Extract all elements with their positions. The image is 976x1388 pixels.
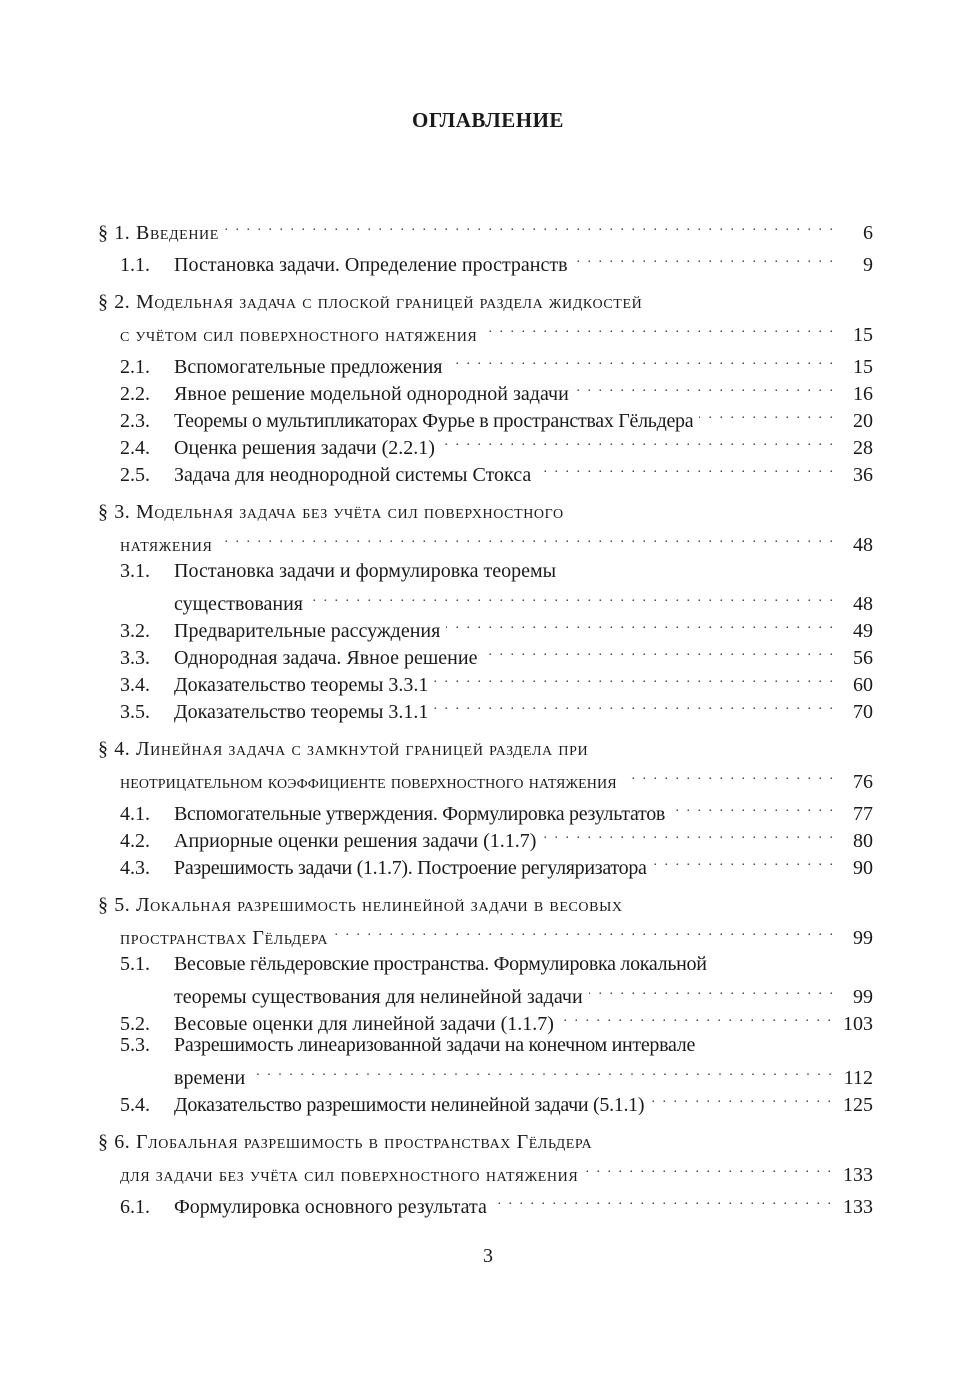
page-number: 90 [853,857,873,879]
toc-section-6-cont[interactable] [120,1157,873,1186]
toc-subsection-5-2[interactable] [120,1006,873,1035]
section-heading: § 1. Введение [98,222,219,244]
section-heading-continued: пространствах Гёльдера [120,927,329,949]
page-number: 20 [853,410,873,432]
toc-section-2-cont[interactable] [120,317,873,346]
page-number: 15 [853,324,873,346]
toc-section-6[interactable] [98,1130,873,1154]
dot-leader [446,613,835,637]
subsection-title: Теоремы о мультипликаторах Фурье в пространствах Гёльдера [174,410,694,432]
toc-subsection-4-2[interactable] [120,823,873,852]
subsection-title: Оценка решения задачи (2.2.1) [174,437,435,459]
dot-leader [589,979,835,1003]
subsection-title: Постановка задачи. Определение пространств [174,254,568,276]
toc-section-5-cont[interactable] [120,920,873,949]
subsection-number: 5.2. [120,1013,150,1035]
dot-leader [671,796,835,820]
toc-section-5[interactable] [98,893,873,917]
subsection-title: Вспомогательные утверждения. Формулировка результатов [174,803,666,825]
subsection-number: 3.3. [120,647,150,669]
subsection-number: 2.1. [120,356,150,378]
section-heading-continued: для задачи без учёта сил поверхностного натяжения [120,1164,579,1186]
page-number: 16 [853,383,873,405]
subsection-number: 5.1. [120,953,150,975]
subsection-number: 3.5. [120,701,150,723]
dot-leader [449,349,835,373]
dot-leader [483,640,835,664]
page-number: 133 [843,1196,873,1218]
page-number: 15 [853,356,873,378]
subsection-title: Вспомогательные предложения [174,356,443,378]
dot-leader [309,586,835,610]
dot-leader [623,764,835,788]
subsection-title: Разрешимость задачи (1.1.7). Построение регуляризатора [174,857,647,879]
toc-section-1[interactable] [98,215,873,244]
toc-subsection-2-2[interactable] [120,376,873,405]
subsection-title: Задача для неоднородной системы Стокса [174,464,532,486]
subsection-number: 3.2. [120,620,150,642]
page-number: 99 [853,927,873,949]
dot-leader [537,457,835,481]
page-number: 77 [853,803,873,825]
toc-subsection-3-4[interactable] [120,667,873,696]
toc-subsection-4-3[interactable] [120,850,873,879]
subsection-title-continued: существования [174,593,303,615]
dot-leader [560,1006,833,1030]
page-number: 6 [863,222,873,244]
subsection-title-continued: теоремы существования для нелинейной задачи [174,986,583,1008]
toc-section-2[interactable] [98,290,873,314]
toc-section-3[interactable] [98,500,873,524]
subsection-number: 2.3. [120,410,150,432]
subsection-number: 3.1. [120,560,150,582]
dot-leader [434,694,835,718]
subsection-number: 6.1. [120,1196,150,1218]
toc-section-4-cont[interactable] [120,764,873,793]
page-number: 99 [853,986,873,1008]
dot-leader [218,527,835,551]
toc-subsection-2-4[interactable] [120,430,873,459]
page-number: 76 [853,771,873,793]
subsection-title: Постановка задачи и формулировка теоремы [174,560,557,582]
dot-leader [441,430,835,454]
section-heading: § 2. Модельная задача с плоской границей раздела жидкостей [98,291,643,313]
dot-leader [542,823,835,847]
toc-subsection-5-3[interactable] [120,1033,873,1057]
folio-page-number: 3 [483,1245,493,1267]
section-heading: § 3. Модельная задача без учёта сил поверхностного [98,501,564,523]
toc-subsection-5-4[interactable] [120,1087,873,1116]
page-number: 103 [843,1013,873,1035]
section-heading-continued: неотрицательном коэффициенте поверхностного натяжения [120,771,617,793]
toc-subsection-3-3[interactable] [120,640,873,669]
dot-leader [434,667,835,691]
page-number: 133 [843,1164,873,1186]
subsection-title: Формулировка основного результата [174,1196,487,1218]
toc-subsection-2-3[interactable] [120,403,873,432]
subsection-number: 5.4. [120,1094,150,1116]
page-number: 70 [853,701,873,723]
section-heading: § 4. Линейная задача с замкнутой границей раздела при [98,738,589,760]
subsection-title: Весовые гёльдеровские пространства. Формулировка локальной [174,953,707,975]
dot-leader [483,317,835,341]
page-number: 49 [853,620,873,642]
toc-subsection-1-1[interactable] [120,247,873,276]
page-number: 48 [853,534,873,556]
subsection-number: 5.3. [120,1034,150,1056]
subsection-title: Разрешимость линеаризованной задачи на конечном интервале [174,1034,696,1056]
page-number: 56 [853,647,873,669]
page-number: 28 [853,437,873,459]
toc-subsection-5-1[interactable] [120,952,873,976]
section-heading-continued: с учётом сил поверхностного натяжения [120,324,478,346]
toc-subsection-3-5[interactable] [120,694,873,723]
dot-leader [251,1060,833,1084]
subsection-number: 3.4. [120,674,150,696]
page-number: 80 [853,830,873,852]
subsection-number: 4.3. [120,857,150,879]
subsection-title: Явное решение модельной однородной задачи [174,383,569,405]
subsection-title: Весовые оценки для линейной задачи (1.1.7) [174,1013,554,1035]
page-number: 125 [843,1094,873,1116]
dot-leader [574,247,835,271]
subsection-number: 2.5. [120,464,150,486]
toc-subsection-6-1[interactable] [120,1189,873,1218]
subsection-number: 4.2. [120,830,150,852]
toc-section-3-cont[interactable] [120,527,873,556]
subsection-title-continued: времени [174,1067,246,1089]
toc-subsection-3-1-cont[interactable] [174,586,873,615]
page-number: 48 [853,593,873,615]
dot-leader [575,376,835,400]
toc-subsection-5-3-cont[interactable] [174,1060,873,1089]
page-number: 9 [863,254,873,276]
subsection-title: Предварительные рассуждения [174,620,441,642]
toc-subsection-4-1[interactable] [120,796,873,825]
toc-section-4[interactable] [98,737,873,761]
subsection-title: Доказательство теоремы 3.3.1 [174,674,429,696]
dot-leader [584,1157,833,1181]
toc-subsection-5-1-cont[interactable] [174,979,873,1008]
dot-leader [650,1087,833,1111]
toc-subsection-3-1[interactable] [120,559,873,583]
toc-subsection-2-1[interactable] [120,349,873,378]
subsection-title: Априорные оценки решения задачи (1.1.7) [174,830,537,852]
dot-leader [225,215,835,239]
dot-leader [493,1189,833,1213]
subsection-number: 4.1. [120,803,150,825]
dot-leader [699,403,835,427]
page-number: 60 [853,674,873,696]
section-heading: § 5. Локальная разрешимость нелинейной задачи в весовых [98,894,623,916]
subsection-number: 2.4. [120,437,150,459]
dot-leader [334,920,835,944]
subsection-title: Доказательство теоремы 3.1.1 [174,701,429,723]
dot-leader [653,850,835,874]
subsection-number: 1.1. [120,254,150,276]
section-heading: § 6. Глобальная разрешимость в пространствах Гёльдера [98,1131,593,1153]
subsection-title: Однородная задача. Явное решение [174,647,478,669]
toc-subsection-2-5[interactable] [120,457,873,486]
section-heading-continued: натяжения [120,534,213,556]
subsection-title: Доказательство разрешимости нелинейной задачи (5.1.1) [174,1094,645,1116]
page-number: 36 [853,464,873,486]
page-title: ОГЛАВЛЕНИЕ [412,108,564,132]
toc-subsection-3-2[interactable] [120,613,873,642]
page-number: 112 [843,1067,873,1089]
subsection-number: 2.2. [120,383,150,405]
